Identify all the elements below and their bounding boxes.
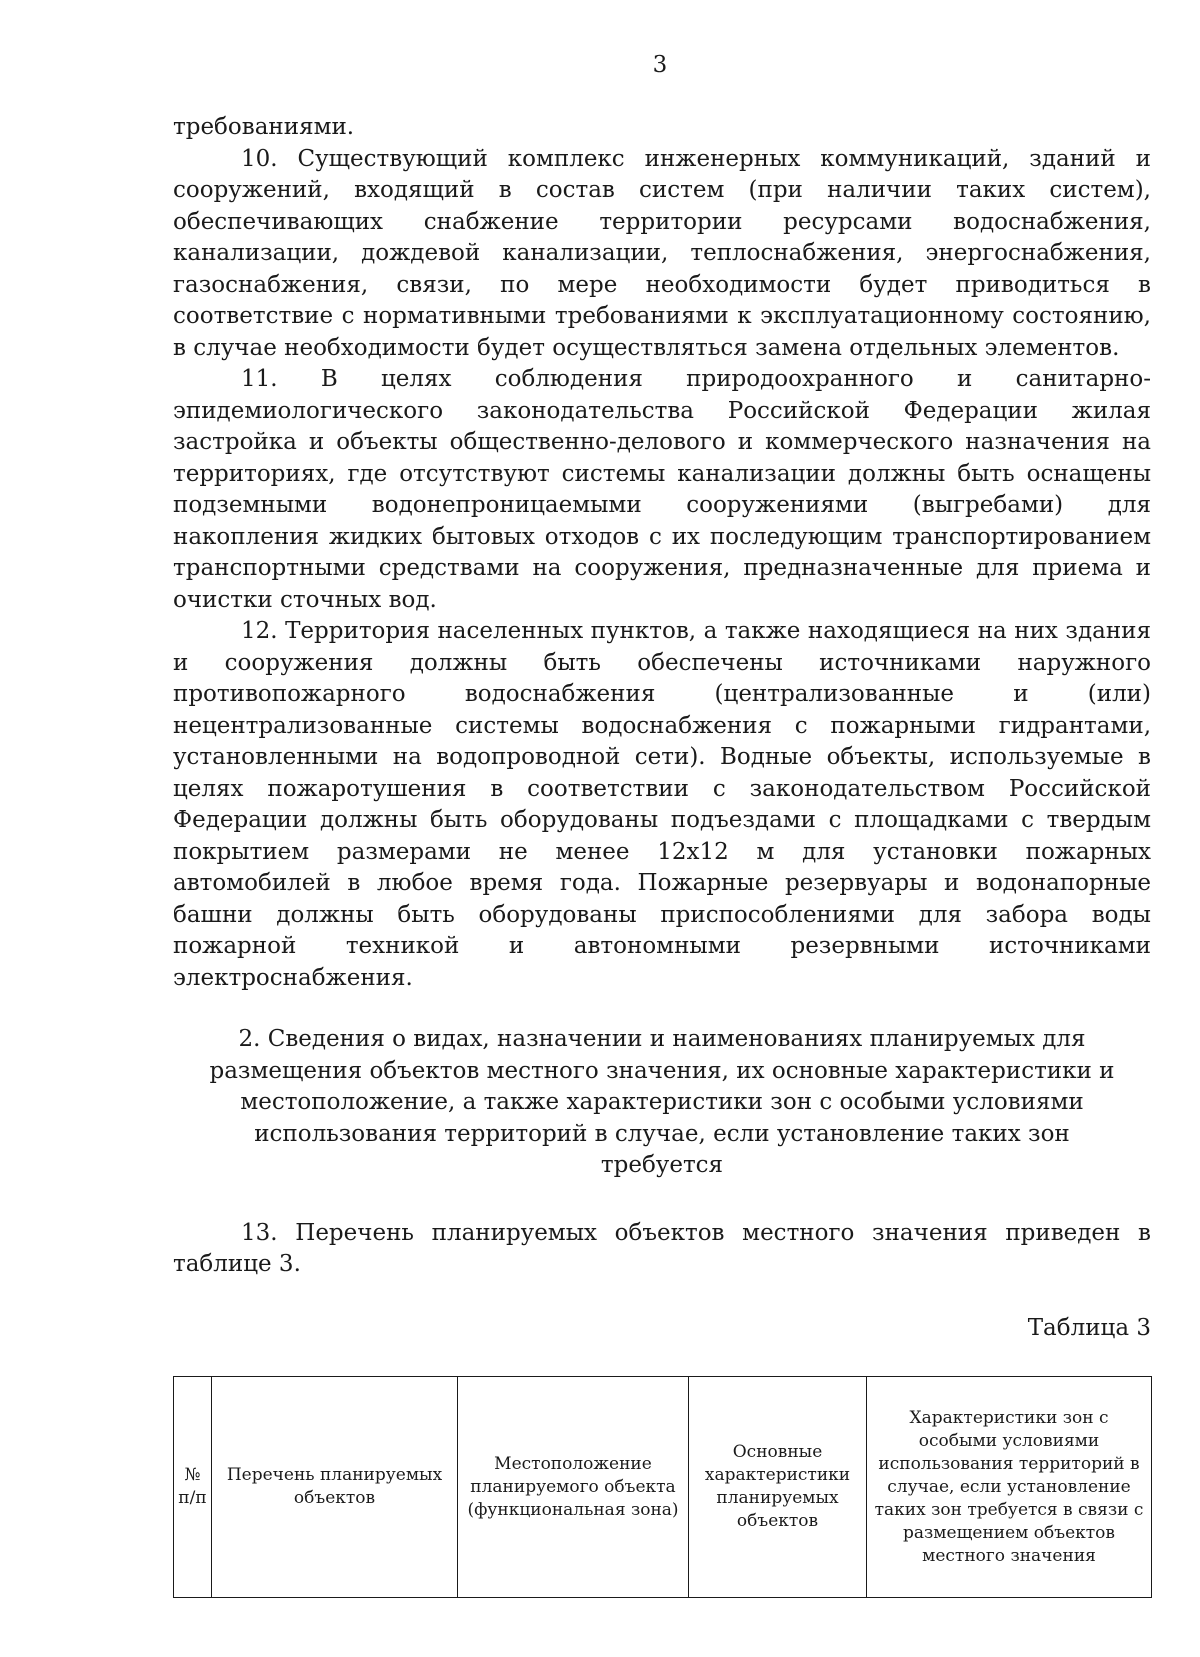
paragraph-10: 10. Существующий комплекс инженерных коммуникаций, зданий и сооружений, входящий в состав систем (при наличии таких систем), обеспечивающих снабжение территории ресурсами водоснабжения, канализации, дождевой канализации, теплоснабжения, энергоснабжения, газоснабжения, связи, по мере необходимости будет приводиться в соответствие с нормативными требованиями к эксплуатационному состоянию, в случае необходимости будет осуществляться замена отдельных элементов. [173,145,1151,361]
paragraph-11: 11. В целях соблюдения природоохранного и санитарно-эпидемиологического законодательства Российской Федерации жилая застройка и объекты общественно-делового и коммерческого назначения на территориях, где отсутствуют системы канализации должны быть оснащены подземными водонепроницаемыми сооружениями (выгребами) для накопления жидких бытовых отходов с их последующим транспортированием транспортными средствами на сооружения, предназначенные для приема и очистки сточных вод. [173,366,1151,613]
paragraph-13: 13. Перечень планируемых объектов местного значения приведен в таблице 3. [173,1219,1151,1277]
document-body [173,112,1151,1598]
table-caption: Таблица 3 [1027,1314,1151,1341]
section-heading: 2. Сведения о видах, назначении и наименованиях планируемых для размещения объектов местного значения, их основные характеристики и местоположение, а также характеристики зон с особыми условиями использования территорий в случае, если установление таких зон требуется [209,1026,1115,1178]
header-main-characteristics: Основные характеристики планируемых объектов [689,1377,867,1598]
paragraph-continuation: требованиями. [173,114,355,140]
table-header-row [174,1377,1152,1598]
paragraph-12: 12. Территория населенных пунктов, а также находящиеся на них здания и сооружения должны быть обеспечены источниками наружного противопожарного водоснабжения (централизованные и (или) нецентрализованные системы водоснабжения с пожарными гидрантами, установленными на водопроводной сети). Водные объекты, используемые в целях пожаротушения в соответствии с законодательством Российской Федерации должны быть оборудованы подъездами с площадками с твердым покрытием размерами не менее 12x12 м для установки пожарных автомобилей в любое время года. Пожарные резервуары и водонапорные башни должны быть оборудованы приспособлениями для забора воды пожарной техникой и автономными резервными источниками электроснабжения. [173,618,1151,991]
header-objects-list: Перечень планируемых объектов [212,1377,458,1598]
header-number: № п/п [174,1377,212,1598]
planned-objects-table [173,1376,1152,1598]
header-zone-characteristics: Характеристики зон с особыми условиями использования территорий в случае, если установление таких зон требуется в связи с размещением объектов местного значения [867,1377,1152,1598]
header-location: Местоположение планируемого объекта (функциональная зона) [458,1377,689,1598]
page-number: 3 [652,52,668,78]
